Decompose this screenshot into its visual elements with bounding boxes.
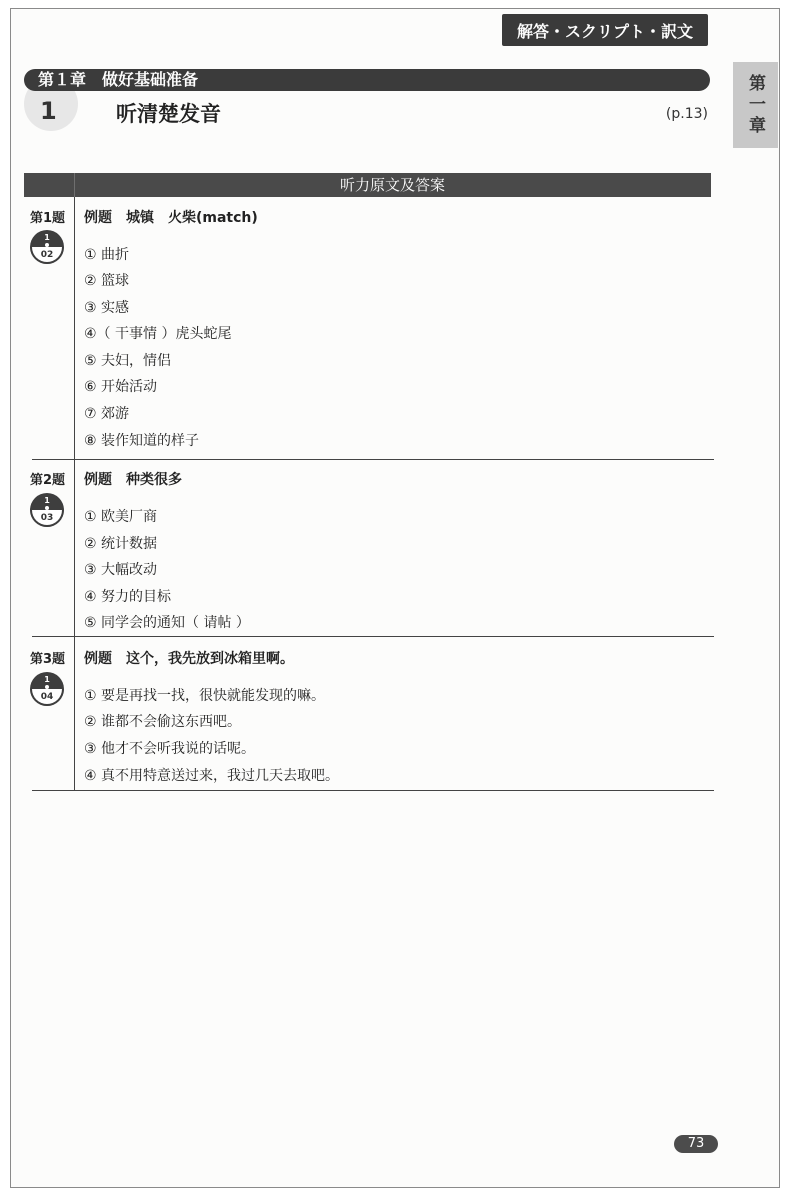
answer-item: ④ 真不用特意送过来，我过几天去取吧。: [84, 768, 339, 784]
answer-item: ⑤ 夫妇，情侣: [84, 353, 172, 369]
cd-track-number: 03: [40, 513, 54, 523]
answer-item: ② 谁都不会偷这东西吧。: [84, 714, 242, 730]
answer-item: ① 要是再找一找，很快就能发现的嘛。: [84, 688, 325, 704]
section-title: 听清楚发音: [116, 102, 221, 126]
cd-disk-number: 1: [44, 496, 50, 505]
answer-item: ③ 实感: [84, 300, 130, 316]
answer-item: ⑥ 开始活动: [84, 379, 158, 395]
cd-disk-number: 1: [44, 675, 50, 684]
question-label: 第1题: [30, 211, 66, 226]
column-divider: [74, 197, 75, 791]
answer-item: ③ 他才不会听我说的话呢。: [84, 741, 256, 757]
page-number: 73: [674, 1135, 718, 1153]
cd-track-icon: [30, 672, 64, 706]
example-prefix: 例题: [84, 210, 112, 226]
example-line: [84, 207, 258, 227]
header-tab: 解答・スクリプト・訳文: [502, 14, 708, 46]
row-divider: [32, 459, 714, 460]
answer-item: ② 统计数据: [84, 536, 158, 552]
table-header: [24, 173, 711, 197]
example-text: 这个，我先放到冰箱里啊。: [126, 651, 294, 667]
cd-track-icon: [30, 493, 64, 527]
answer-item: ① 欧美厂商: [84, 509, 158, 525]
example-line: [84, 469, 182, 489]
example-text: 种类很多: [126, 472, 182, 488]
cd-track-number: 02: [40, 250, 54, 260]
question-label: 第2题: [30, 473, 66, 488]
cd-hole: [45, 685, 49, 689]
side-chapter-tab: 第一章: [733, 62, 778, 148]
answer-item: ⑦ 郊游: [84, 406, 130, 422]
example-text: 城镇 火柴(match): [126, 210, 258, 226]
table-bottom-line: [32, 790, 714, 791]
example-prefix: 例题: [84, 651, 112, 667]
answer-item: ④（ 干事情 ）虎头蛇尾: [84, 326, 232, 342]
example-line: [84, 648, 294, 668]
cd-disk-number: 1: [44, 233, 50, 242]
cd-track-number: 04: [40, 692, 54, 702]
answer-item: ② 篮球: [84, 273, 130, 289]
answer-item: ③ 大幅改动: [84, 562, 158, 578]
chapter-label: 第１章 做好基础准备: [38, 70, 199, 89]
cd-hole: [45, 243, 49, 247]
example-prefix: 例题: [84, 472, 112, 488]
row-divider: [32, 636, 714, 637]
answer-item: ① 曲折: [84, 247, 130, 263]
question-label: 第3题: [30, 652, 66, 667]
cd-track-icon: [30, 230, 64, 264]
table-title: 听力原文及答案: [339, 176, 445, 194]
answer-item: ⑤ 同学会的通知（ 请帖 ）: [84, 615, 250, 631]
page-reference: (p.13): [665, 106, 708, 122]
answer-item: ⑧ 装作知道的样子: [84, 433, 200, 449]
answer-item: ④ 努力的目标: [84, 589, 172, 605]
chapter-bar: [24, 69, 710, 91]
section-number: 1: [40, 97, 57, 125]
cd-hole: [45, 506, 49, 510]
